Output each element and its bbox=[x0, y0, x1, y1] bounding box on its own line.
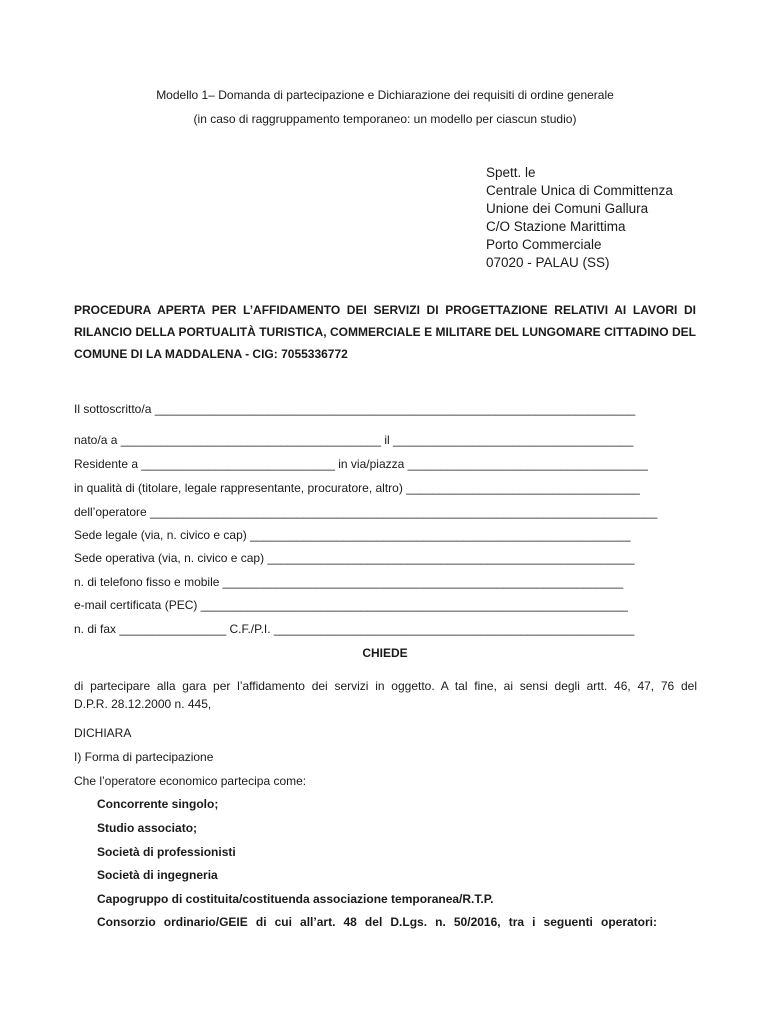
option-studio-associato: Studio associato; bbox=[97, 821, 198, 835]
option-capogruppo: Capogruppo di costituita/costituenda associazione temporanea/R.T.P. bbox=[97, 892, 494, 906]
request-line: di partecipare alla gara per l’affidamento dei servizi in oggetto. A tal fine, ai sensi degli artt. 46, 47, 76 del bbox=[74, 679, 697, 693]
option-concorrente-singolo: Concorrente singolo; bbox=[97, 797, 219, 811]
field-sottoscritto[interactable]: Il sottoscritto/a ________________________________________________________________________ bbox=[74, 402, 636, 416]
option-societa-ingegneria: Società di ingegneria bbox=[97, 868, 218, 882]
field-sede-operativa[interactable]: Sede operativa (via, n. civico e cap) _______________________________________________________ bbox=[74, 551, 635, 565]
field-residente[interactable]: Residente a _____________________________ in via/piazza ____________________________________ bbox=[74, 457, 648, 471]
field-nato-a[interactable]: nato/a a _______________________________________ il ____________________________________ bbox=[74, 433, 634, 447]
section-intro: Che l’operatore economico partecipa come: bbox=[74, 774, 307, 788]
request-line: D.P.R. 28.12.2000 n. 445, bbox=[74, 697, 212, 711]
procedure-line: RILANCIO DELLA PORTUALITÀ TURISTICA, COMMERCIALE E MILITARE DEL LUNGOMARE CITTADINO DEL bbox=[74, 325, 696, 339]
option-societa-professionisti: Società di professionisti bbox=[97, 845, 236, 859]
chiede-heading: CHIEDE bbox=[362, 646, 408, 660]
field-pec[interactable]: e-mail certificata (PEC) ________________________________________________________________ bbox=[74, 598, 628, 612]
request-paragraph bbox=[74, 677, 697, 713]
field-sede-legale[interactable]: Sede legale (via, n. civico e cap) _________________________________________________________ bbox=[74, 528, 631, 542]
recipient-line: Spett. le bbox=[486, 165, 536, 180]
document-subtitle: (in caso di raggruppamento temporaneo: un modello per ciascun studio) bbox=[193, 112, 577, 126]
field-fax-cf[interactable]: n. di fax ________________ C.F./P.I. ______________________________________________________ bbox=[74, 622, 635, 636]
recipient-line: Centrale Unica di Committenza bbox=[486, 183, 673, 198]
recipient-line: 07020 - PALAU (SS) bbox=[486, 255, 610, 270]
field-qualita[interactable]: in qualità di (titolare, legale rappresentante, procuratore, altro) ___________________________________ bbox=[74, 481, 640, 495]
recipient-line: Porto Commerciale bbox=[486, 237, 602, 252]
procedure-line: PROCEDURA APERTA PER L’AFFIDAMENTO DEI SERVIZI DI PROGETTAZIONE RELATIVI AI LAVORI DI bbox=[74, 303, 696, 317]
procedure-line: COMUNE DI LA MADDALENA - CIG: 7055336772 bbox=[74, 347, 348, 361]
recipient-line: C/O Stazione Marittima bbox=[486, 219, 626, 234]
option-consorzio: Consorzio ordinario/GEIE di cui all’art. 48 del D.Lgs. n. 50/2016, tra i seguenti operatori: bbox=[97, 915, 657, 929]
field-operatore[interactable]: dell’operatore ____________________________________________________________________________ bbox=[74, 505, 658, 519]
document-title: Modello 1– Domanda di partecipazione e Dichiarazione dei requisiti di ordine generale bbox=[156, 88, 614, 102]
recipient-address bbox=[486, 164, 673, 272]
section-heading: I) Forma di partecipazione bbox=[74, 750, 214, 764]
recipient-line: Unione dei Comuni Gallura bbox=[486, 201, 649, 216]
procedure-heading bbox=[74, 299, 696, 365]
field-telefono[interactable]: n. di telefono fisso e mobile ____________________________________________________________ bbox=[74, 575, 624, 589]
dichiara-heading: DICHIARA bbox=[74, 726, 132, 740]
